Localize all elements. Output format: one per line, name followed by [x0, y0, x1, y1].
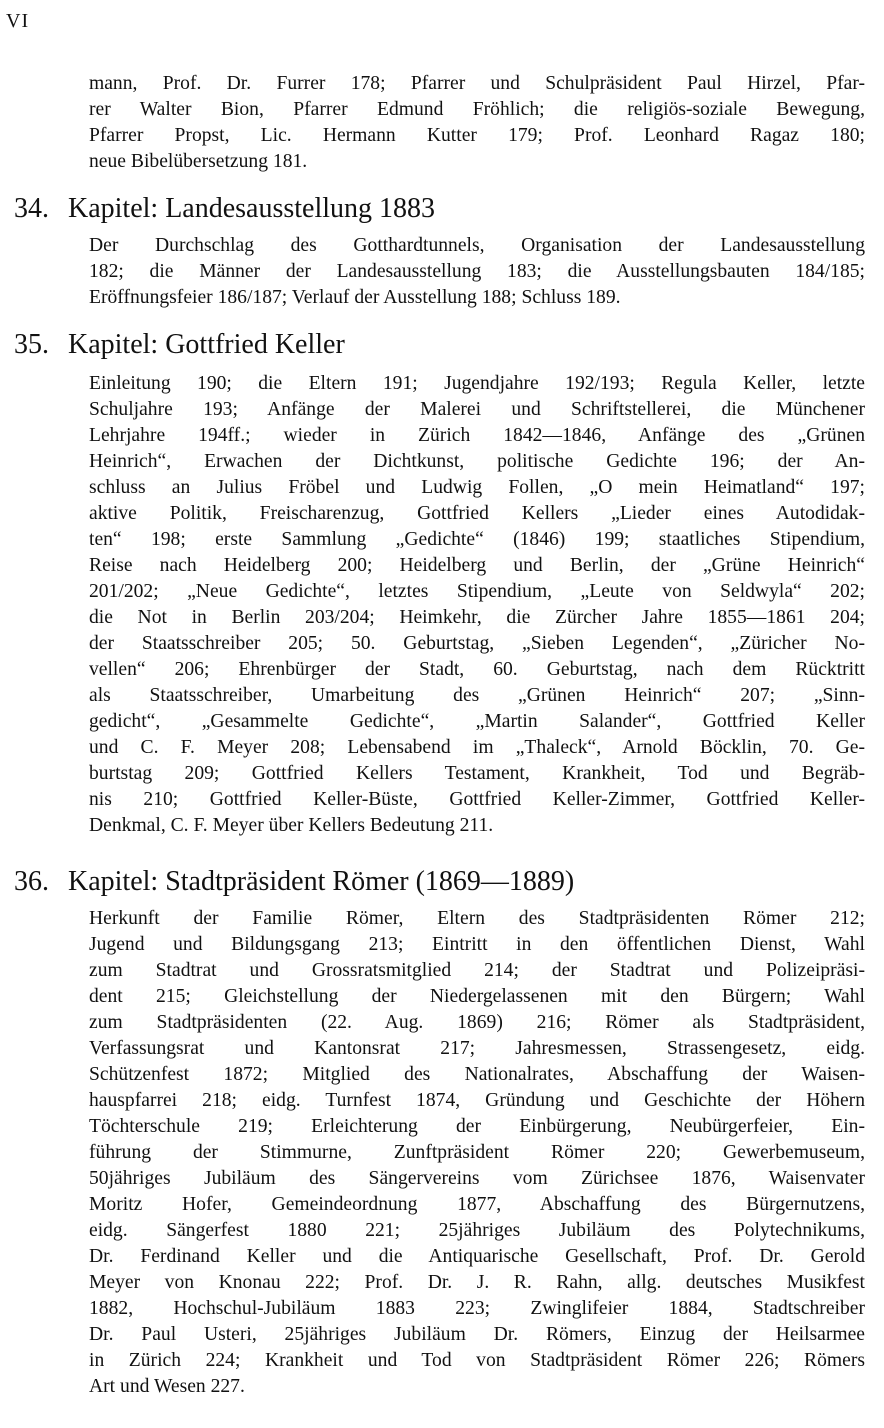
text-line: Reise nach Heidelberg 200; Heidelberg und Berlin, der „Grüne Heinrich“ [89, 555, 865, 576]
text-line: zum Stadtrat und Grossratsmitglied 214; der Stadtrat und Polizeipräsi- [89, 960, 865, 981]
text-line: mann, Prof. Dr. Furrer 178; Pfarrer und Schulpräsident Paul Hirzel, Pfar- [89, 73, 865, 94]
text-line: ten“ 198; erste Sammlung „Gedichte“ (1846) 199; staatliches Stipendium, [89, 529, 865, 550]
text-line: burtstag 209; Gottfried Kellers Testament, Krankheit, Tod und Begräb- [89, 763, 865, 784]
chapter-title: Kapitel: Gottfried Keller [68, 329, 345, 360]
text-line: Denkmal, C. F. Meyer über Kellers Bedeutung 211. [89, 815, 494, 836]
text-line: zum Stadtpräsidenten (22. Aug. 1869) 216; Römer als Stadtpräsident, [89, 1012, 865, 1033]
chapter-title: Kapitel: Landesausstellung 1883 [68, 193, 436, 224]
text-line: 182; die Männer der Landesausstellung 183; die Ausstellungsbauten 184/185; [89, 261, 865, 282]
text-line: Heinrich“, Erwachen der Dichtkunst, politische Gedichte 196; der An- [89, 451, 865, 472]
text-line: Meyer von Knonau 222; Prof. Dr. J. R. Rahn, allg. deutsches Musikfest [89, 1272, 865, 1293]
text-line: rer Walter Bion, Pfarrer Edmund Fröhlich; die religiös-soziale Bewegung, [89, 99, 865, 120]
text-line: der Staatsschreiber 205; 50. Geburtstag, „Sieben Legenden“, „Züricher No- [89, 633, 865, 654]
text-line: Eröffnungsfeier 186/187; Verlauf der Ausstellung 188; Schluss 189. [89, 287, 621, 308]
chapter-title: Kapitel: Stadtpräsident Römer (1869—1889) [68, 866, 575, 897]
text-line: Der Durchschlag des Gotthardtunnels, Organisation der Landesausstellung [89, 235, 865, 256]
text-line: dent 215; Gleichstellung der Niedergelassenen mit den Bürgern; Wahl [89, 986, 865, 1007]
text-line: eidg. Sängerfest 1880 221; 25jähriges Jubiläum des Polytechnikums, [89, 1220, 865, 1241]
text-line: Lehrjahre 194ff.; wieder in Zürich 1842—1846, Anfänge des „Grünen [89, 425, 865, 446]
text-line: führung der Stimmurne, Zunftpräsident Römer 220; Gewerbemuseum, [89, 1142, 865, 1163]
chapter-heading-34 [14, 192, 435, 226]
text-line: Jugend und Bildungsgang 213; Eintritt in den öffentlichen Dienst, Wahl [89, 934, 865, 955]
text-line: vellen“ 206; Ehrenbürger der Stadt, 60. Geburtstag, nach dem Rücktritt [89, 659, 865, 680]
text-line: Dr. Ferdinand Keller und die Antiquarische Gesellschaft, Prof. Dr. Gerold [89, 1246, 865, 1267]
text-line: schluss an Julius Fröbel und Ludwig Follen, „O mein Heimatland“ 197; [89, 477, 865, 498]
text-line: 50jähriges Jubiläum des Sängervereins vom Zürichsee 1876, Waisenvater [89, 1168, 865, 1189]
text-line: Schützenfest 1872; Mitglied des Nationalrates, Abschaffung der Waisen- [89, 1064, 865, 1085]
text-line: und C. F. Meyer 208; Lebensabend im „Thaleck“, Arnold Böcklin, 70. Ge- [89, 737, 865, 758]
text-line: Art und Wesen 227. [89, 1376, 245, 1397]
text-line: nis 210; Gottfried Keller-Büste, Gottfried Keller-Zimmer, Gottfried Keller- [89, 789, 865, 810]
text-line: Verfassungsrat und Kantonsrat 217; Jahresmessen, Strassengesetz, eidg. [89, 1038, 865, 1059]
text-line: gedicht“, „Gesammelte Gedichte“, „Martin Salander“, Gottfried Keller [89, 711, 865, 732]
text-line: 1882, Hochschul-Jubiläum 1883 223; Zwinglifeier 1884, Stadtschreiber [89, 1298, 865, 1319]
chapter-number: 34. [14, 193, 49, 224]
text-line: Schuljahre 193; Anfänge der Malerei und Schriftstellerei, die Münchener [89, 399, 865, 420]
text-line: hauspfarrei 218; eidg. Turnfest 1874, Gründung und Geschichte der Höhern [89, 1090, 865, 1111]
text-line: die Not in Berlin 203/204; Heimkehr, die Zürcher Jahre 1855—1861 204; [89, 607, 865, 628]
chapter-number: 36. [14, 866, 49, 897]
text-line: Töchterschule 219; Erleichterung der Einbürgerung, Neubürgerfeier, Ein- [89, 1116, 865, 1137]
text-line: neue Bibelübersetzung 181. [89, 151, 308, 172]
text-line: Pfarrer Propst, Lic. Hermann Kutter 179; Prof. Leonhard Ragaz 180; [89, 125, 865, 146]
text-line: Herkunft der Familie Römer, Eltern des Stadtpräsidenten Römer 212; [89, 908, 865, 929]
page-number: VI [6, 10, 30, 32]
text-line: als Staatsschreiber, Umarbeitung des „Grünen Heinrich“ 207; „Sinn- [89, 685, 865, 706]
chapter-heading-35 [14, 328, 345, 362]
text-line: Moritz Hofer, Gemeindeordnung 1877, Abschaffung des Bürgernutzens, [89, 1194, 865, 1215]
text-line: in Zürich 224; Krankheit und Tod von Stadtpräsident Römer 226; Römers [89, 1350, 865, 1371]
text-line: aktive Politik, Freischarenzug, Gottfried Kellers „Lieder eines Autodidak- [89, 503, 865, 524]
chapter-number: 35. [14, 329, 49, 360]
chapter-heading-36 [14, 865, 574, 899]
text-line: Einleitung 190; die Eltern 191; Jugendjahre 192/193; Regula Keller, letzte [89, 373, 865, 394]
text-line: Dr. Paul Usteri, 25jähriges Jubiläum Dr. Römers, Einzug der Heilsarmee [89, 1324, 865, 1345]
text-line: 201/202; „Neue Gedichte“, letztes Stipendium, „Leute von Seldwyla“ 202; [89, 581, 865, 602]
